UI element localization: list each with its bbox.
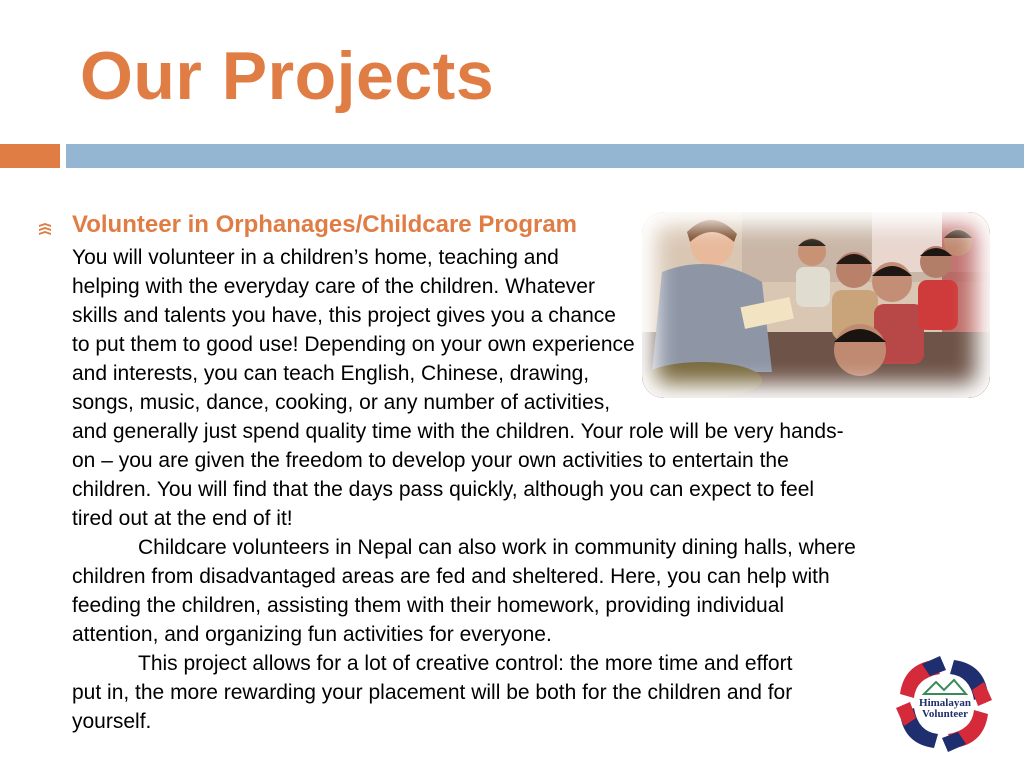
paragraph-line: put in, the more rewarding your placement will be both for the children and for xyxy=(72,681,793,704)
project-heading: Volunteer in Orphanages/Childcare Program xyxy=(72,211,578,238)
paragraph-line: children. You will find that the days pass quickly, although you can expect to feel xyxy=(72,478,815,501)
children-classroom-photo xyxy=(642,212,990,398)
paragraph-line: tired out at the end of it! xyxy=(72,507,293,530)
accent-bar-orange xyxy=(0,144,60,168)
paragraph-line: yourself. xyxy=(72,710,152,733)
accent-bar-blue xyxy=(66,144,1024,168)
slide-title: Our Projects xyxy=(80,38,495,114)
logo-line-1: Himalayan xyxy=(919,697,971,709)
paragraph-line: feeding the children, assisting them with their homework, providing individual xyxy=(72,594,785,617)
paragraph-line: This project allows for a lot of creative control: the more time and effort xyxy=(138,652,793,675)
paragraph-line: and generally just spend quality time with the children. Your role will be very hands- xyxy=(72,420,844,443)
logo-line-2: Volunteer xyxy=(921,708,969,720)
paragraph-line: songs, music, dance, cooking, or any number of activities, xyxy=(72,391,611,414)
paragraph-line: children from disadvantaged areas are fed and sheltered. Here, you can help with xyxy=(72,565,830,588)
paragraph-line: attention, and organizing fun activities for everyone. xyxy=(72,623,552,646)
logo-wordmark xyxy=(905,698,985,720)
paragraph-line: You will volunteer in a children’s home, teaching and xyxy=(72,246,559,269)
paragraph-line: and interests, you can teach English, Chinese, drawing, xyxy=(72,362,590,385)
paragraph-line: on – you are given the freedom to develop your own activities to entertain the xyxy=(72,449,789,472)
paragraph-line: helping with the everyday care of the children. Whatever xyxy=(72,275,595,298)
paragraph-line: Childcare volunteers in Nepal can also work in community dining halls, where xyxy=(138,536,856,559)
paragraph-line: to put them to good use! Depending on your own experience xyxy=(72,333,635,356)
paragraph-line: skills and talents you have, this project gives you a chance xyxy=(72,304,616,327)
book-bullet-icon xyxy=(37,221,53,237)
